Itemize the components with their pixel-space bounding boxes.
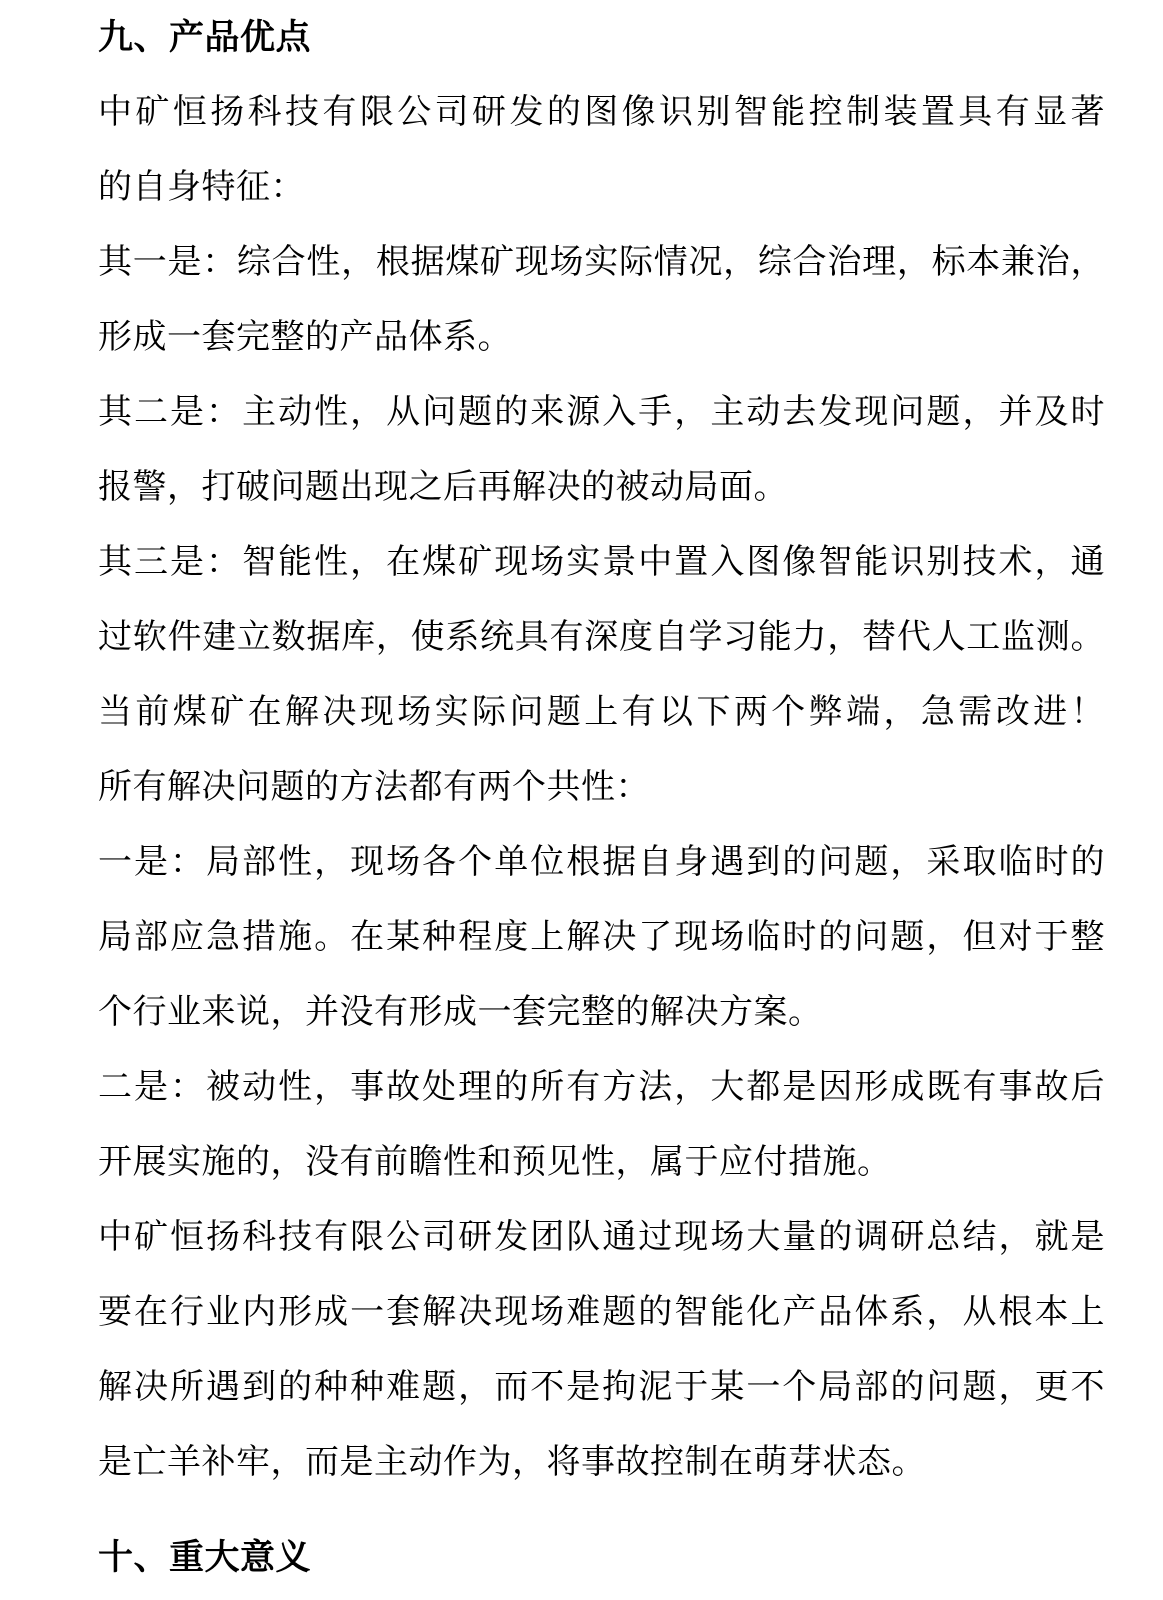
text-line: 中矿恒扬科技有限公司研发团队通过现场大量的调研总结，就是	[98, 1218, 1105, 1256]
text-line: 的自身特征：	[98, 168, 305, 206]
body-paragraph	[98, 675, 1105, 750]
text-line: 解决所遇到的种种难题，而不是拘泥于某一个局部的问题，更不	[98, 1368, 1105, 1406]
text-line: 中矿恒扬科技有限公司研发的图像识别智能控制装置具有显著	[98, 93, 1105, 131]
text-line: 报警，打破问题出现之后再解决的被动局面。	[98, 468, 788, 506]
text-line: 个行业来说，并没有形成一套完整的解决方案。	[98, 993, 823, 1031]
body-paragraph	[98, 1050, 1105, 1200]
text-line: 局部应急措施。在某种程度上解决了现场临时的问题，但对于整	[98, 918, 1105, 956]
text-line: 过软件建立数据库，使系统具有深度自学习能力，替代人工监测。	[98, 618, 1105, 656]
heading-text: 十、重大意义	[98, 1538, 312, 1577]
body-paragraph	[98, 75, 1105, 225]
text-line: 二是：被动性，事故处理的所有方法，大都是因形成既有事故后	[98, 1068, 1105, 1106]
text-line: 是亡羊补牢，而是主动作为，将事故控制在萌芽状态。	[98, 1443, 926, 1481]
text-line: 当前煤矿在解决现场实际问题上有以下两个弊端，急需改进！	[98, 693, 1105, 731]
body-paragraph	[98, 225, 1105, 375]
text-line: 一是：局部性，现场各个单位根据自身遇到的问题，采取临时的	[98, 843, 1105, 881]
section-heading	[98, 1520, 1105, 1595]
body-paragraph	[98, 750, 1105, 825]
text-line: 其一是：综合性，根据煤矿现场实际情况，综合治理，标本兼治，	[98, 243, 1105, 281]
text-line: 其三是：智能性，在煤矿现场实景中置入图像智能识别技术，通	[98, 543, 1105, 581]
body-paragraph	[98, 1200, 1105, 1500]
text-line: 其二是：主动性，从问题的来源入手，主动去发现问题，并及时	[98, 393, 1105, 431]
document-page	[98, 0, 1105, 1595]
text-line: 开展实施的，没有前瞻性和预见性，属于应付措施。	[98, 1143, 892, 1181]
body-paragraph	[98, 825, 1105, 1050]
text-line: 要在行业内形成一套解决现场难题的智能化产品体系，从根本上	[98, 1293, 1105, 1331]
body-paragraph	[98, 525, 1105, 675]
section-heading	[98, 0, 1105, 75]
text-line: 形成一套完整的产品体系。	[98, 318, 512, 356]
body-paragraph	[98, 375, 1105, 525]
heading-text: 九、产品优点	[98, 18, 312, 57]
text-line: 所有解决问题的方法都有两个共性：	[98, 768, 650, 806]
